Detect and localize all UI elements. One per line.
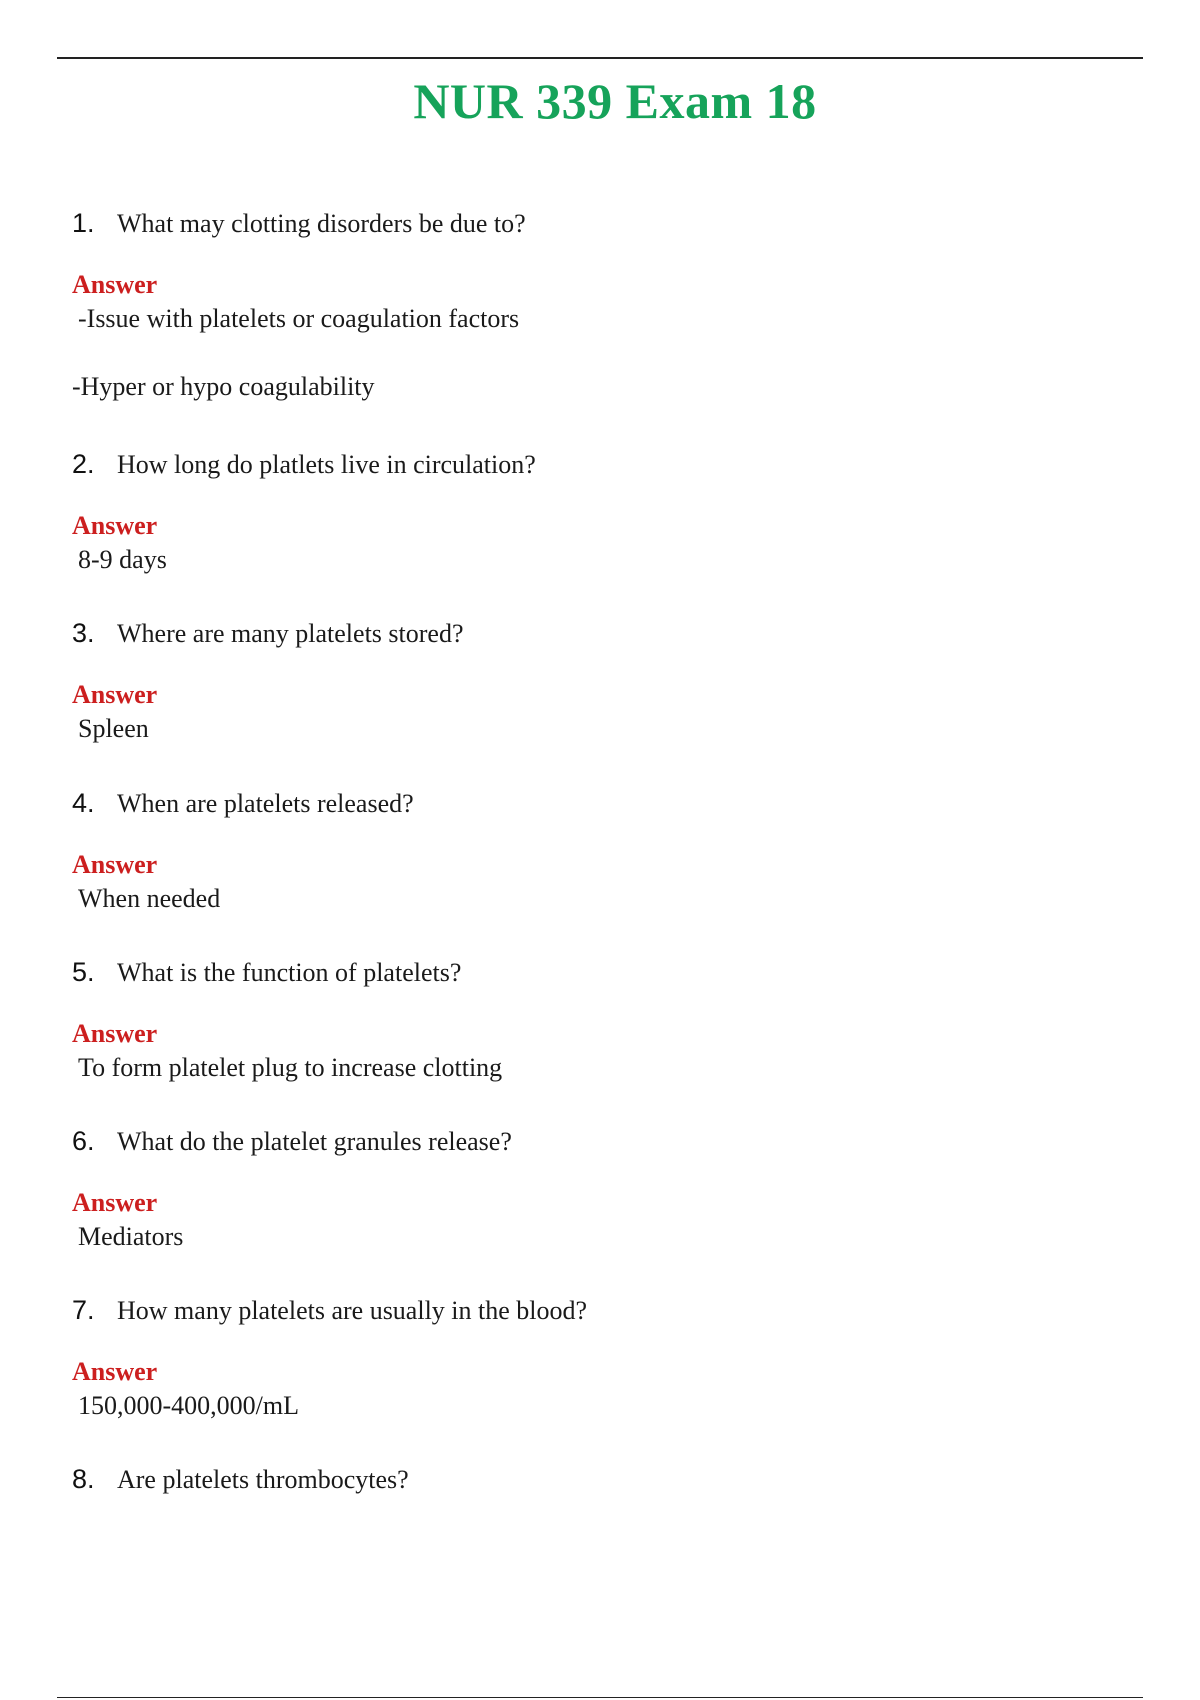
- qa-item: [72, 957, 1072, 1087]
- qa-item: [72, 618, 1072, 748]
- question-number: 4.: [72, 788, 95, 818]
- question-text: How many platelets are usually in the blood?: [117, 1296, 588, 1325]
- question-number: 7.: [72, 1295, 95, 1325]
- answer-text: When needed: [78, 884, 221, 913]
- answer-text: To form platelet plug to increase clotting: [78, 1053, 503, 1082]
- question-text: Where are many platelets stored?: [117, 619, 464, 648]
- qa-item: [72, 1126, 1072, 1256]
- qa-item: [72, 1295, 1072, 1425]
- bottom-rule: [57, 1697, 1143, 1698]
- answer-label: Answer: [72, 270, 158, 299]
- question: [72, 788, 1072, 828]
- question-number: 5.: [72, 957, 95, 987]
- question-text: What do the platelet granules release?: [117, 1127, 512, 1156]
- question-number: 3.: [72, 618, 95, 648]
- answer-text: -Issue with platelets or coagulation factors: [78, 304, 520, 333]
- answer-label: Answer: [72, 850, 158, 879]
- qa-item: [72, 788, 1072, 918]
- question: [72, 1464, 1072, 1504]
- answer-text: 150,000-400,000/mL: [78, 1391, 299, 1420]
- question: [72, 1126, 1072, 1166]
- answer-label: Answer: [72, 1188, 158, 1217]
- question: [72, 1295, 1072, 1335]
- question-number: 8.: [72, 1464, 95, 1494]
- question: [72, 957, 1072, 997]
- question-text: How long do platlets live in circulation?: [117, 450, 536, 479]
- question-text: Are platelets thrombocytes?: [117, 1465, 409, 1494]
- question: [72, 449, 1072, 489]
- question-text: When are platelets released?: [117, 789, 414, 818]
- answer-label: Answer: [72, 511, 158, 540]
- answer-text: Mediators: [78, 1222, 184, 1251]
- answer-text: -Hyper or hypo coagulability: [72, 372, 375, 401]
- answer-text: Spleen: [78, 714, 149, 743]
- question-number: 6.: [72, 1126, 95, 1156]
- qa-item: [72, 208, 1072, 406]
- answer-label: Answer: [72, 680, 158, 709]
- document-title: NUR 339 Exam 18: [413, 73, 817, 129]
- question-text: What is the function of platelets?: [117, 958, 462, 987]
- question-number: 2.: [72, 449, 95, 479]
- answer-label: Answer: [72, 1357, 158, 1386]
- answer-label: Answer: [72, 1019, 158, 1048]
- qa-item: [72, 449, 1072, 579]
- question: [72, 208, 1072, 248]
- top-rule: [57, 57, 1143, 59]
- qa-item: [72, 1464, 1072, 1504]
- question: [72, 618, 1072, 658]
- question-text: What may clotting disorders be due to?: [117, 209, 526, 238]
- question-number: 1.: [72, 208, 95, 238]
- answer-text: 8-9 days: [78, 545, 167, 574]
